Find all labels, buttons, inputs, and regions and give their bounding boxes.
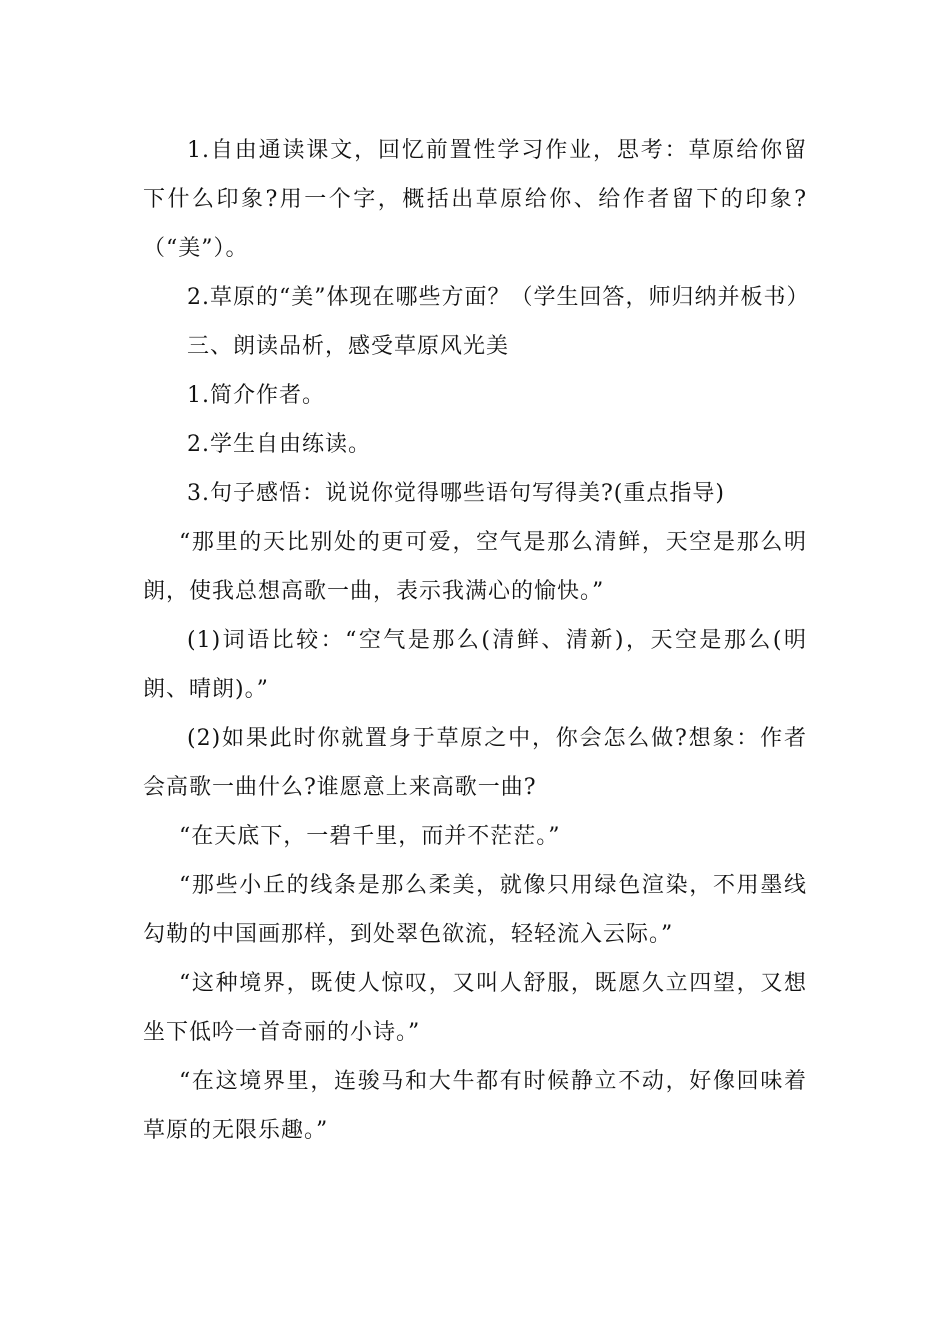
paragraph-word-compare: (1)词语比较：“空气是那么(清鲜、清新)，天空是那么(明朗、晴朗)。”: [143, 628, 807, 702]
paragraph-imagine: (2)如果此时你就置身于草原之中，你会怎么做?想象：作者会高歌一曲什么?谁愿意上来高歌一曲?: [143, 726, 807, 800]
paragraph-step-3: 3.句子感悟：说说你觉得哪些语句写得美?(重点指导): [187, 481, 725, 506]
paragraph-step-1: 1.简介作者。: [187, 383, 325, 408]
quote-hills: “那些小丘的线条是那么柔美，就像只用绿色渲染，不用墨线勾勒的中国画那样，到处翠色欲流，轻轻流入云际。”: [143, 873, 807, 947]
quote-horses: “在这境界里，连骏马和大牛都有时候静立不动，好像回味着草原的无限乐趣。”: [143, 1069, 807, 1143]
quote-sky: “那里的天比别处的更可爱，空气是那么清鲜，天空是那么明朗，使我总想高歌一曲，表示我满心的愉快。”: [143, 530, 807, 604]
document-body: [143, 126, 810, 1155]
paragraph-question-1: 1.自由通读课文，回忆前置性学习作业，思考：草原给你留下什么印象?用一个字，概括出草原给你、给作者留下的印象?（“美”）。: [143, 138, 807, 261]
quote-realm: “这种境界，既使人惊叹，又叫人舒服，既愿久立四望，又想坐下低吟一首奇丽的小诗。”: [143, 971, 807, 1045]
section-heading-3: 三、朗读品析，感受草原风光美: [187, 334, 510, 359]
quote-green-expanse: “在天底下，一碧千里，而并不茫茫。”: [179, 824, 561, 849]
paragraph-step-2: 2.学生自由练读。: [187, 432, 371, 457]
paragraph-question-2: 2.草原的“美”体现在哪些方面？（学生回答，师归纳并板书）: [187, 285, 810, 310]
